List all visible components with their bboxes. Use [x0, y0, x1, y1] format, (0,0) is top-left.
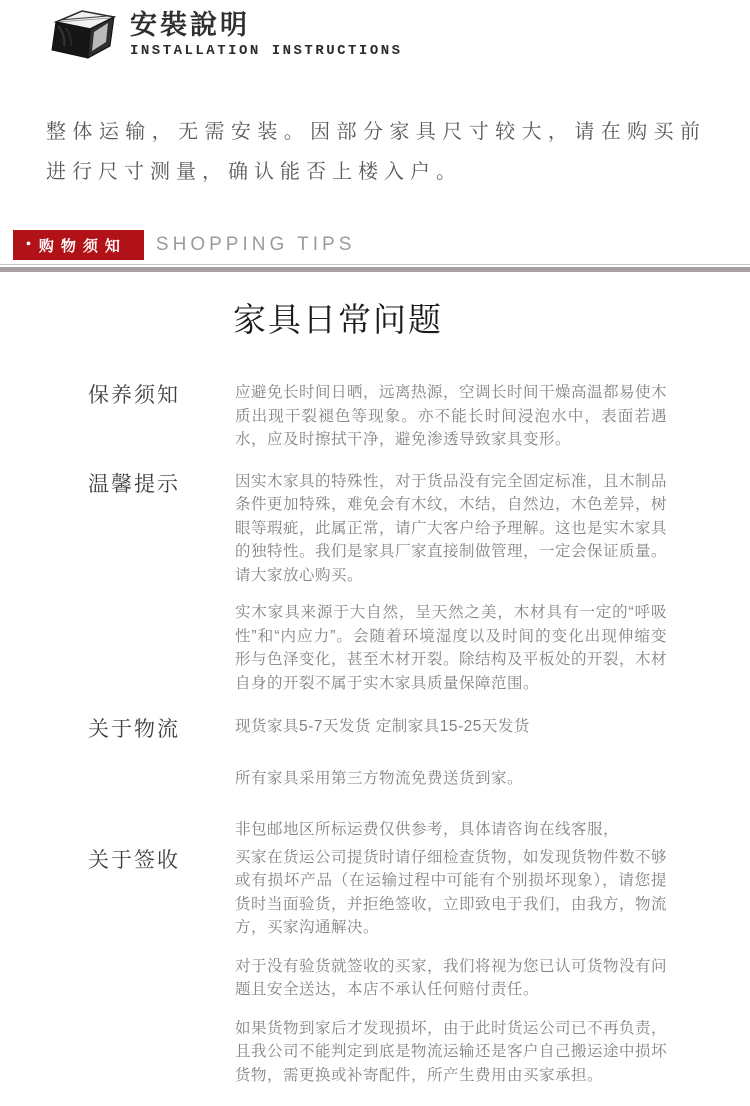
- paragraph: 买家在货运公司提货时请仔细检查货物，如发现货物件数不够或有损坏产品（在运输过程中可能有个别损坏现象），请您提货时当面验货，并拒绝签收，立即致电于我们，由我方，物流方，买家沟通解决。: [235, 848, 668, 936]
- paragraph: 实木家具来源于大自然，呈天然之美，木材具有一定的“呼吸性”和“内应力”。会随着环境湿度以及时间的变化出现伸缩变形与色泽变化，甚至木材开裂。除结构及平板处的开裂，木材自身的开裂不属于实木家具质量保障范围。: [235, 604, 668, 692]
- paragraph: 对于没有验货就签收的买家，我们将视为您已认可货物没有问题且安全送达，本店不承认任何赔付责任。: [235, 957, 668, 998]
- section-label: 保养须知: [88, 384, 180, 407]
- divider-thin: [0, 264, 750, 265]
- shopping-tips-subtitle: SHOPPING TIPS: [155, 234, 356, 255]
- shopping-tips-badge: [13, 230, 144, 260]
- transport-intro-text: 整体运输，无需安装。因部分家具尺寸较大，请在购买前进行尺寸测量，确认能否上楼入户。: [46, 121, 706, 183]
- bullet-icon: •: [26, 237, 31, 252]
- paragraph: 非包邮地区所标运费仅供参考，具体请咨询在线客服，: [235, 821, 620, 838]
- installation-title-en: INSTALLATION INSTRUCTIONS: [130, 43, 403, 59]
- installation-title-cn: 安裝說明: [130, 10, 250, 40]
- installation-titles: [130, 8, 403, 59]
- paragraph: 如果货物到家后才发现损坏，由于此时货运公司已不再负责，且我公司不能判定到底是物流运输还是客户自己搬运途中损坏货物，需更换或补寄配件，所产生费用由买家承担。: [235, 1019, 668, 1084]
- paragraph: 应避免长时间日晒，远离热源，空调长时间干燥高温都易使木质出现干裂褪色等现象。亦不能长时间浸泡水中，表面若遇水，应及时擦拭干净，避免渗透导致家具变形。: [235, 384, 668, 448]
- section-label: 温馨提示: [88, 472, 180, 496]
- divider-thick: [0, 267, 750, 272]
- section-content: [235, 381, 667, 452]
- paragraph: 因实木家具的特殊性，对于货品没有完全固定标准，且木制品条件更加特殊，难免会有木纹，木结，自然边，木色差异，树眼等瑕疵，此属正常，请广大客户给予理解。这也是实木家具的独特性。我们是家具厂家直接制做管理，一定会保证质量。请大家放心购买。: [235, 472, 668, 584]
- section-content: [235, 470, 667, 696]
- section-sign-receipt: [0, 846, 750, 1088]
- section-logistics: [0, 715, 750, 842]
- paragraph: 现货家具5-7天发货 定制家具15-25天发货: [235, 718, 530, 735]
- faq-heading: 家具日常问题: [233, 301, 443, 338]
- section-label: 关于签收: [88, 848, 180, 872]
- section-warm-tips: [0, 470, 750, 696]
- section-care-notes: [0, 381, 750, 452]
- section-label: 关于物流: [88, 718, 180, 741]
- shopping-tips-bar: [0, 230, 750, 260]
- paragraph: 所有家具采用第三方物流免费送货到家。: [235, 769, 524, 787]
- installation-header: [0, 0, 750, 62]
- section-content: [235, 846, 667, 1088]
- section-content: [235, 715, 667, 842]
- shopping-tips-badge-label: 购物须知: [38, 238, 127, 255]
- ink-box-icon: [44, 8, 120, 62]
